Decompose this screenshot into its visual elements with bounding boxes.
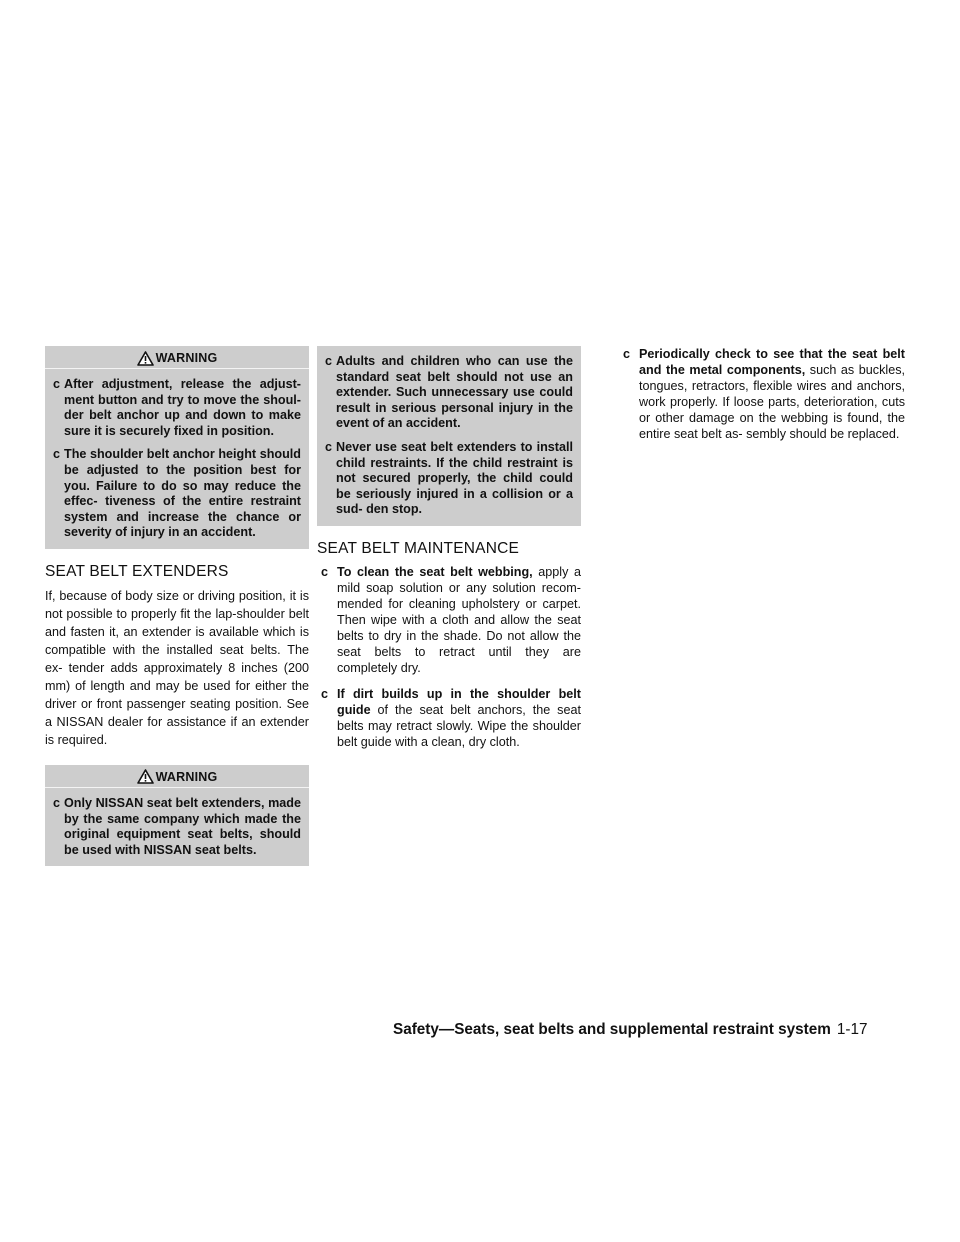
warning-title: WARNING xyxy=(155,769,218,784)
maintenance-item-text: such as buckles, tongues, retractors, flexible wires and anchors, work properly. If loose parts, deterioration, cuts or other damage on the webbing is found, the entire seat belt as- sembly should be replaced. xyxy=(639,363,905,441)
column-middle xyxy=(317,346,581,760)
maintenance-item xyxy=(317,564,581,676)
column-right xyxy=(623,346,905,452)
maintenance-item-text: of the seat belt anchors, the seat belts may retract slowly. Wipe the shoulder belt guide with a clean, dry cloth. xyxy=(337,702,581,749)
section-heading-extenders: SEAT BELT EXTENDERS xyxy=(45,562,229,580)
bullet-icon: c xyxy=(623,347,631,361)
page-number: 1-17 xyxy=(836,1021,868,1038)
maintenance-item-lead: To clean the seat belt webbing, xyxy=(337,564,533,579)
warning-item-text: After adjustment, release the adjust- ment button and try to move the shoul- der belt anchor up and down to make sure it is securely fixed in position. xyxy=(64,377,301,438)
page-footer xyxy=(393,1021,907,1039)
maintenance-item xyxy=(317,686,581,750)
maintenance-item-text: apply a mild soap solution or any solution recom- mended for cleaning upholstery or carpet. Then wipe with a cloth and allow the seat belts to dry in the shade. Do not allow the seat belts to retract until they are completely dry. xyxy=(337,564,581,675)
warning-box-extenders xyxy=(45,765,309,866)
bullet-icon: c xyxy=(53,795,61,810)
warning-item xyxy=(53,796,301,858)
footer-section-title: Safety—Seats, seat belts and supplemental restraint system xyxy=(393,1021,831,1038)
extenders-paragraph: If, because of body size or driving position, it is not possible to properly fit the lap-shoulder belt and fasten it, an extender is available which is compatible with the installed seat belts. The ex- tender adds approximately 8 inches (200 mm) of length and may be used for either the driver or front passenger seating position. See a NISSAN dealer for assistance if an extender is required. xyxy=(45,588,309,747)
bullet-icon: c xyxy=(321,564,329,579)
warning-item xyxy=(325,354,573,432)
maintenance-item-lead: Periodically check to see that the seat belt and the metal components, xyxy=(639,347,905,377)
warning-item xyxy=(325,440,573,518)
bullet-icon: c xyxy=(325,439,333,454)
warning-header xyxy=(53,767,301,787)
warning-triangle-icon xyxy=(137,769,154,784)
bullet-icon: c xyxy=(325,354,333,368)
warning-box-extenders-continued xyxy=(317,346,581,526)
warning-triangle-icon xyxy=(137,351,154,366)
warning-header xyxy=(53,348,301,368)
warning-title: WARNING xyxy=(155,351,218,365)
warning-box-adjustment xyxy=(45,346,309,549)
warning-item-text: The shoulder belt anchor height should be adjusted to the position best for you. Failure to do so may reduce the effec- tiveness of the entire restraint system and increase the chance or severity of injury in an accident. xyxy=(64,447,301,540)
bullet-icon: c xyxy=(53,447,61,462)
warning-item-text: Adults and children who can use the standard seat belt should not use an extender. Such unnecessary use could result in serious personal injury in the event of an accident. xyxy=(336,354,573,431)
warning-item-text: Never use seat belt extenders to install child restraints. If the child restraint is not secured properly, the child could be seriously injured in a collision or a sud- den stop. xyxy=(336,439,573,517)
column-left xyxy=(45,346,309,866)
warning-item-text: Only NISSAN seat belt extenders, made by the same company which made the original equipment seat belts, should be used with NISSAN seat belts. xyxy=(64,795,301,857)
maintenance-item-lead: If dirt builds up in the shoulder belt guide xyxy=(337,686,581,717)
section-heading-maintenance: SEAT BELT MAINTENANCE xyxy=(317,539,520,557)
warning-item xyxy=(53,377,301,439)
bullet-icon: c xyxy=(321,686,329,701)
divider xyxy=(45,787,309,788)
divider xyxy=(45,368,309,369)
warning-item xyxy=(53,447,301,541)
maintenance-item xyxy=(623,346,905,442)
bullet-icon: c xyxy=(53,377,61,391)
